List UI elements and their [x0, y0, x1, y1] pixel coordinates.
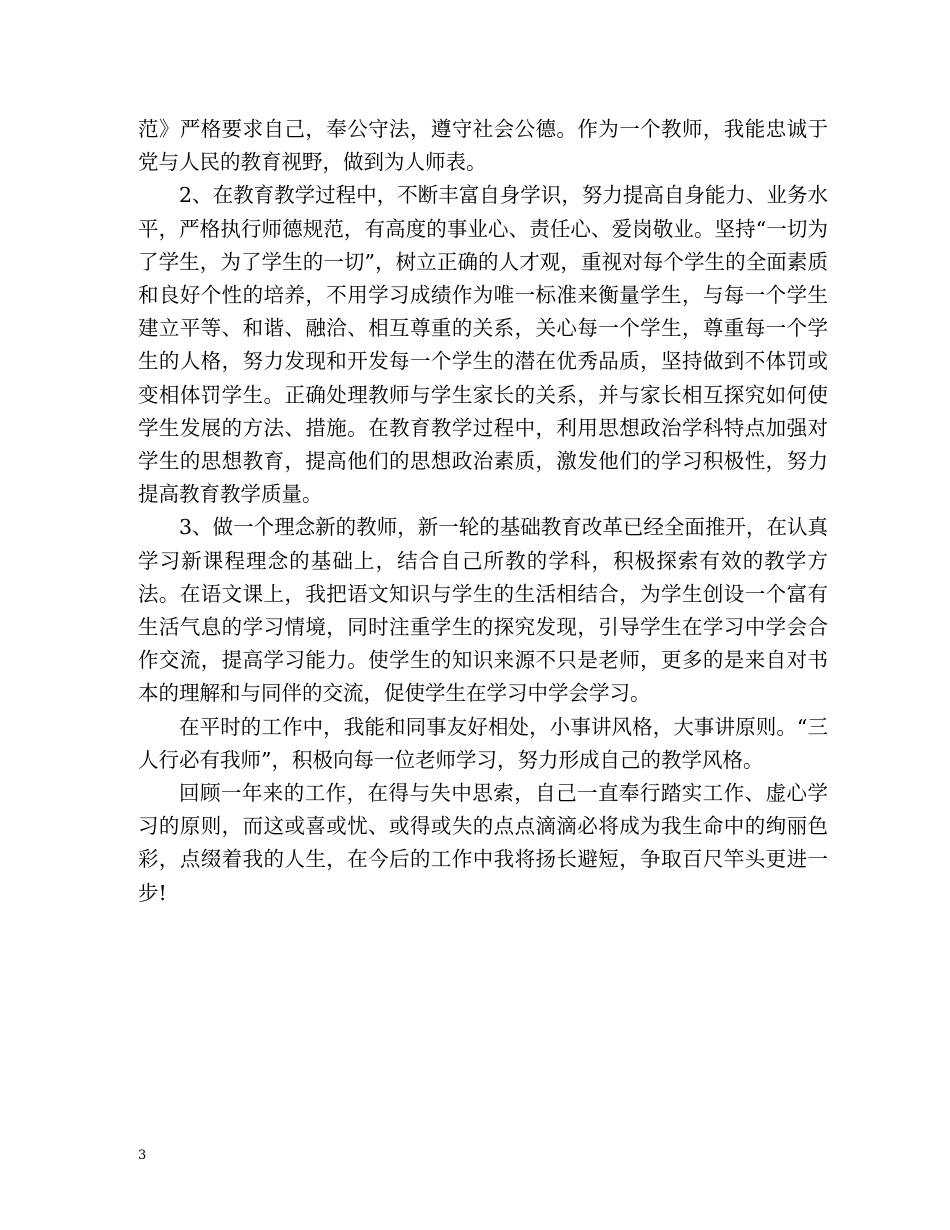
paragraph-item-2: 2、在教育教学过程中，不断丰富自身学识，努力提高自身能力、业务水平，严格执行师德规范，有高度的事业心、责任心、爱岗敬业。坚持“一切为了学生，为了学生的一切”，树立正确的人才观，重视对每个学生的全面素质和良好个性的培养，不用学习成绩作为唯一标准来衡量学生，与每一个学生建立平等、和谐、融洽、相互尊重的关系，关心每一个学生，尊重每一个学生的人格，努力发现和开发每一个学生的潜在优秀品质，坚持做到不体罚或变相体罚学生。正确处理教师与学生家长的关系，并与家长相互探究如何使学生发展的方法、措施。在教育教学过程中，利用思想政治学科特点加强对学生的思想教育，提高他们的思想政治素质，激发他们的学习积极性，努力提高教育教学质量。 [138, 183, 828, 507]
paragraph-item-3: 3、做一个理念新的教师，新一轮的基础教育改革已经全面推开，在认真学习新课程理念的基础上，结合自己所教的学科，积极探索有效的教学方法。在语文课上，我把语文知识与学生的生活相结合，为学生创设一个富有生活气息的学习情境，同时注重学生的探究发现，引导学生在学习中学会合作交流，提高学习能力。使学生的知识来源不只是老师，更多的是来自对书本的理解和与同伴的交流，促使学生在学习中学会学习。 [138, 515, 828, 706]
page-number: 3 [138, 1148, 147, 1163]
paragraph-continuation: 范》严格要求自己，奉公守法，遵守社会公德。作为一个教师，我能忠诚于党与人民的教育视野，做到为人师表。 [138, 117, 828, 175]
paragraph-conclusion: 回顾一年来的工作，在得与失中思索，自己一直奉行踏实工作、虚心学习的原则，而这或喜或忧、或得或失的点点滴滴必将成为我生命中的绚丽色彩，点缀着我的人生，在今后的工作中我将扬长避短，争取百尺竿头更进一步! [138, 781, 828, 905]
paragraph-colleagues: 在平时的工作中，我能和同事友好相处，小事讲风格，大事讲原则。“三人行必有我师”，积极向每一位老师学习，努力形成自己的教学风格。 [138, 714, 828, 772]
body-text [138, 113, 828, 910]
